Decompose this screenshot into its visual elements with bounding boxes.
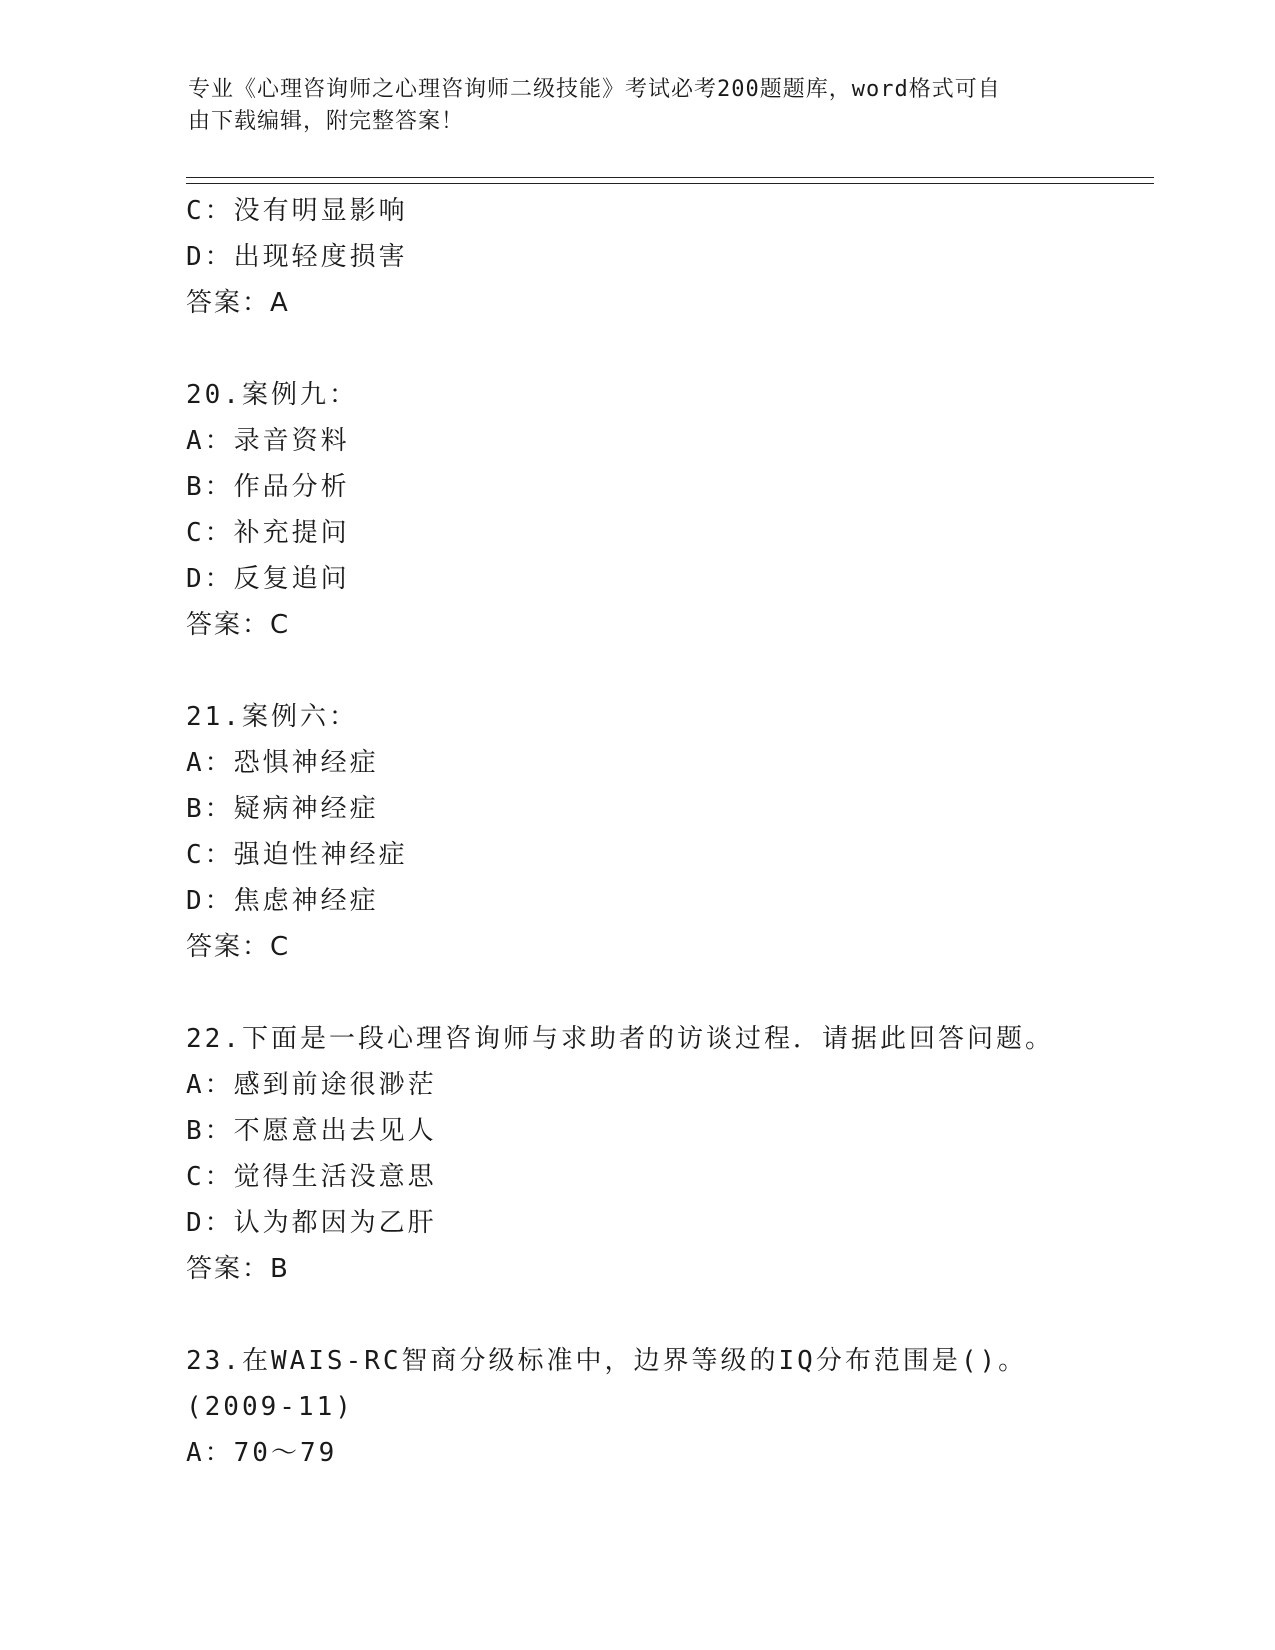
question-block-19-continued (186, 188, 1154, 326)
question-block-21 (186, 694, 1154, 970)
answer-line: 答案：A (186, 288, 290, 318)
question-block-20 (186, 372, 1154, 648)
option-d: D：反复追问 (186, 564, 350, 594)
option-c: C：强迫性神经症 (186, 840, 408, 870)
answer-line: 答案：B (186, 1254, 290, 1284)
question-stem: 23.在WAIS-RC智商分级标准中，边界等级的IQ分布范围是()。 (186, 1346, 1028, 1376)
spacer (186, 970, 1154, 1016)
option-d: D：认为都因为乙肝 (186, 1208, 437, 1238)
answer-line: 答案：C (186, 932, 291, 962)
option-c: C：觉得生活没意思 (186, 1162, 437, 1192)
question-stem: 21.案例六： (186, 702, 358, 732)
header-divider-top (186, 177, 1154, 178)
question-stem: 20.案例九： (186, 380, 358, 410)
option-a: A：录音资料 (186, 426, 350, 456)
option-b: B：疑病神经症 (186, 794, 379, 824)
option-c: C：没有明显影响 (186, 196, 408, 226)
document-header (188, 74, 1068, 138)
option-d: D：出现轻度损害 (186, 242, 408, 272)
spacer (186, 1292, 1154, 1338)
question-list (186, 188, 1154, 1476)
option-a: A：70～79 (186, 1438, 338, 1468)
header-divider-bottom (186, 183, 1154, 184)
spacer (186, 326, 1154, 372)
question-block-22 (186, 1016, 1154, 1292)
option-b: B：作品分析 (186, 472, 350, 502)
option-b: B：不愿意出去见人 (186, 1116, 437, 1146)
option-a: A：恐惧神经症 (186, 748, 379, 778)
header-line-1: 专业《心理咨询师之心理咨询师二级技能》考试必考200题题库，word格式可自 (188, 77, 1001, 102)
header-line-2: 由下载编辑，附完整答案！ (188, 109, 465, 134)
option-d: D：焦虑神经症 (186, 886, 379, 916)
question-block-23 (186, 1338, 1154, 1476)
spacer (186, 648, 1154, 694)
question-stem: 22.下面是一段心理咨询师与求助者的访谈过程．请据此回答问题。 (186, 1024, 1054, 1054)
option-a: A：感到前途很渺茫 (186, 1070, 437, 1100)
option-c: C：补充提问 (186, 518, 350, 548)
answer-line: 答案：C (186, 610, 291, 640)
question-source-date: (2009-11) (186, 1392, 354, 1422)
